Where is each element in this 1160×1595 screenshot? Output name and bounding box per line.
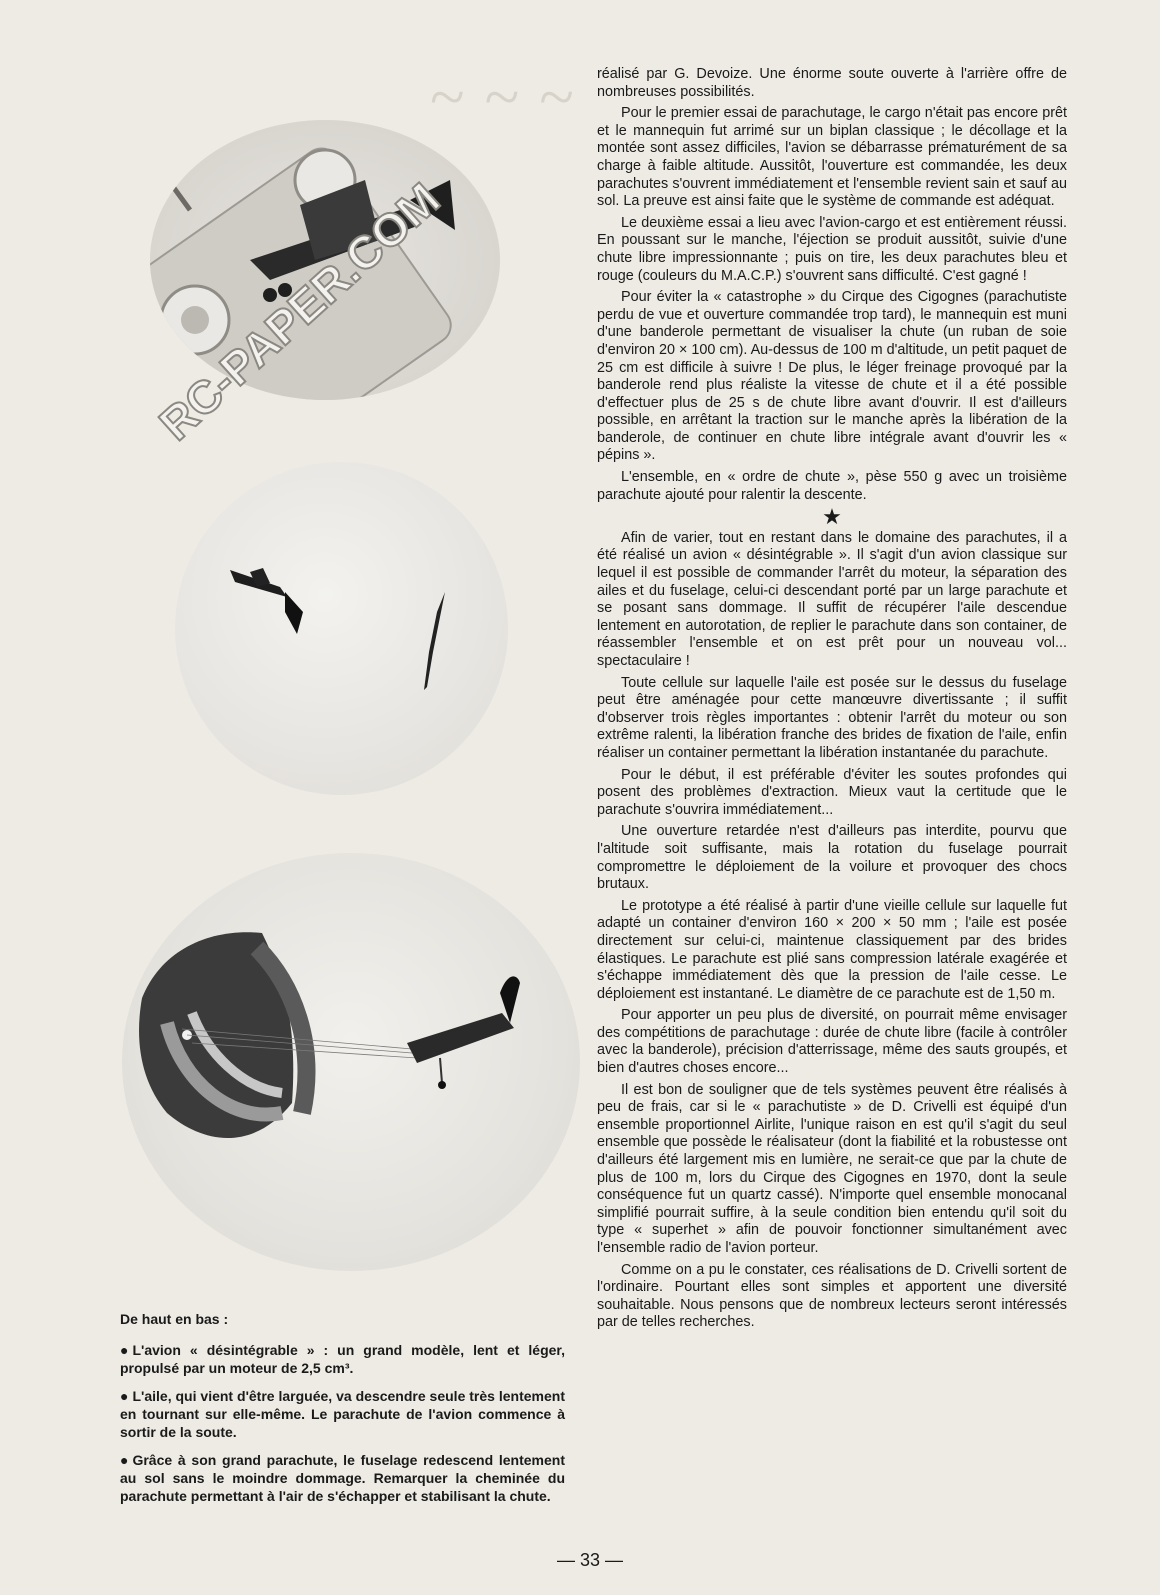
article-paragraph: Comme on a pu le constater, ces réalisations de D. Crivelli sortent de l'ordinaire. Pourtant elles sont simples et apportent une diversité souhaitable. Nous pensons que de nombreux lecteurs seront intéressés par de telles recherches.	[597, 1261, 1067, 1331]
article-paragraph: Pour apporter un peu plus de diversité, on pourrait même envisager des compétitions de parachutage : durée de chute libre (facile à contrôler avec la banderole), précision d'atterrissage, même des sauts groupés, et bien d'autres choses encore...	[597, 1007, 1067, 1077]
article-paragraph: Pour le début, il est préférable d'éviter les soutes profondes qui posent des problèmes d'extraction. Mieux vaut la certitude que le parachute s'ouvrira immédiatement...	[597, 766, 1067, 818]
rc-paper-watermark	[95, 92, 515, 492]
article-paragraph: Afin de varier, tout en restant dans le domaine des parachutes, il a été réalisé un avion « désintégrable ». Il s'agit d'un avion classique sur lequel il est possible de commander l'arrêt du moteur, la séparation des ailes et du fuselage, celui-ci descendant porté par un large parachute et se posant sans dommage. Il suffit de récupérer l'aile descendue lentement en autorotation, de replier le parachute dans son container, de réassembler l'ensemble et on est prêt pour un nouveau vol... spectaculaire !	[597, 529, 1067, 669]
parachute-fuselage-photo	[122, 853, 580, 1271]
show-through-decoration: ~ ~ ~	[430, 61, 576, 132]
article-paragraph: Une ouverture retardée n'est d'ailleurs pas interdite, pourvu que l'altitude soit suffisante, mais la rotation du fuselage pourrait compromettre le déploiement de la voilure et provoquer des chocs brutaux.	[597, 823, 1067, 893]
plane-wing-drawing	[175, 462, 508, 795]
caption-item: ● L'aile, qui vient d'être larguée, va descendre seule très lentement en tournant sur elle-même. Le parachute de l'avion commence à sortir de la soute.	[120, 1388, 565, 1440]
caption-heading: De haut en bas :	[120, 1311, 229, 1327]
article-paragraph: Il est bon de souligner que de tels systèmes peuvent être réalisés à peu de frais, car si le « parachutiste » de D. Crivelli est équipé d'un ensemble proportionnel Airlite, l'unique raison en est qu'il s'agit du seul ensemble que possède le réalisateur (dont la fiabilité et la robustesse ont d'ailleurs été largement mis en lumière, ne serait-ce que par la chute de plus de 100 m, lors du Cirque des Cigognes en 1970, dont la seule conséquence fut un quartz cassé). N'importe quel ensemble monocanal simplifié pourrait suffire, à la seule condition bien entendu qu'il soit du type « superhet » afin de pouvoir fonctionner simultanément avec l'ensemble radio de l'avion porteur.	[597, 1081, 1067, 1256]
photo-caption	[120, 1310, 565, 1515]
article-paragraph: Pour éviter la « catastrophe » du Cirque des Cigognes (parachutiste perdu de vue et ouverture commandée trop tard), le mannequin est muni d'une banderole permettant de visualiser la chute (un ruban de soie d'environ 20 × 100 cm). Au-dessus de 100 m d'altitude, un petit paquet de 25 cm est difficile à suivre ! De plus, le léger freinage provoqué par la banderole rend plus réaliste la vitesse de chute et il a été possible d'effectuer plus de 25 s de chute libre avant d'ouvrir. Il est d'ailleurs possible, en arrêtant la traction sur le manche après la libération de la banderole, de continuer en chute libre intégrale avant d'ouvrir les « pépins ».	[597, 289, 1067, 464]
article-paragraph: réalisé par G. Devoize. Une énorme soute ouverte à l'arrière offre de nombreuses possibilités.	[597, 66, 1067, 100]
article-paragraph: L'ensemble, en « ordre de chute », pèse 550 g avec un troisième parachute ajouté pour ralentir la descente.	[597, 469, 1067, 503]
parachute-drawing	[122, 853, 580, 1271]
bullet-icon: ●	[120, 1452, 129, 1468]
article-paragraph: Pour le premier essai de parachutage, le cargo n'était pas encore prêt et le mannequin fut arrimé sur un biplan classique ; le décollage et la montée sont assez difficiles, l'avion se débarrasse prématurément de sa charge à faible altitude. Aussitôt, l'ouverture est commandée, les deux parachutes s'ouvrent immédiatement et l'ensemble revient sain et sauf au sol. La preuve est ainsi faite que le système de commande est adéquat.	[597, 105, 1067, 210]
article-paragraph: Le prototype a été réalisé à partir d'une vieille cellule sur laquelle fut adapté un container d'environ 160 × 200 × 50 mm ; l'aile est posée directement sur celui-ci, maintenue classiquement par des brides élastiques. Le parachute est plié sans compression latérale exagérée et s'échappe immédiatement dès que la pression de l'aile cesse. Le déploiement est instantané. Le diamètre de ce parachute est de 1,50 m.	[597, 897, 1067, 1002]
article-paragraph: Le deuxième essai a lieu avec l'avion-cargo et est entièrement réussi. En poussant sur le manche, l'éjection se produit aussitôt, suivie d'une chute libre impressionnante ; puis on tire, les deux parachutes bleu et rouge (couleurs du M.A.C.P.) s'ouvrent sans difficulté. C'est gagné !	[597, 214, 1067, 284]
article-paragraph: Toute cellule sur laquelle l'aile est posée sur le dessus du fuselage peut être aménagée pour cette manœuvre divertissante ; il suffit d'observer trois règles importantes : obtenir l'arrêt du moteur ou son extrême ralenti, la libération franche des brides de fixation de l'aile, enfin réaliser un container permettant la libération instantanée du parachute.	[597, 674, 1067, 761]
bullet-icon: ●	[120, 1342, 129, 1358]
caption-item: ● Grâce à son grand parachute, le fuselage redescend lentement au sol sans le moindre dommage. Remarquer la cheminée du parachute permettant à l'air de s'échapper et stabilisant la chute.	[120, 1452, 565, 1504]
bullet-icon: ●	[120, 1388, 129, 1404]
disintegrating-plane-photo	[175, 462, 508, 795]
page-number: — 33 —	[556, 1550, 624, 1570]
watermark-text: RC-PAPER.COM	[149, 172, 450, 450]
article-column	[597, 66, 1067, 1336]
caption-item: ● L'avion « désintégrable » : un grand modèle, lent et léger, propulsé par un moteur de 2,5 cm³.	[120, 1342, 565, 1376]
star-separator-icon: ★	[822, 504, 842, 530]
